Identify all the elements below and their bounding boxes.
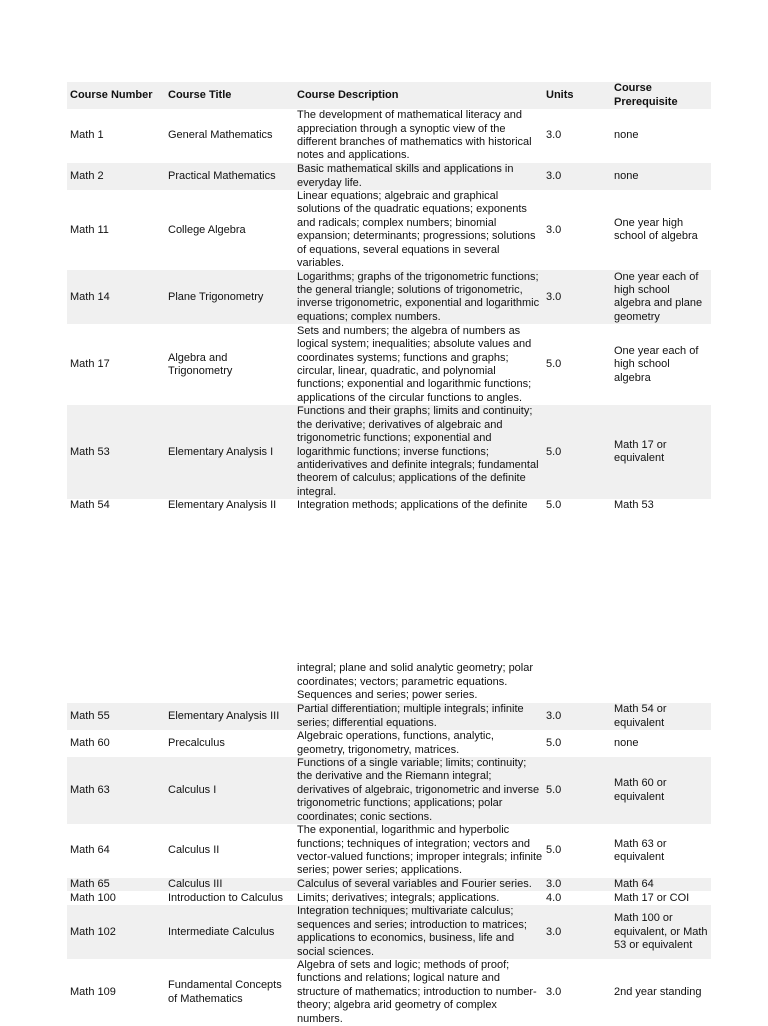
course-units: 3.0 [546, 925, 562, 938]
course-description: Functions of a single variable; limits; continuity; the derivative and the Riemann integral; derivatives of algebraic, trigonometric and inverse trigonometric functions; applications; polar coordinates; conic sections. [297, 757, 540, 823]
table-row [67, 190, 711, 270]
course-title: Algebra and Trigonometry [168, 351, 233, 377]
course-number: Math 100 [70, 891, 116, 904]
header-units: Units [546, 88, 574, 101]
course-prerequisite: none [614, 129, 639, 142]
course-description: The exponential, logarithmic and hyperbolic functions; techniques of integration; vectors and vector-valued functions; improper integrals; infinite series; power series; applications. [297, 824, 543, 877]
course-units: 5.0 [546, 358, 562, 371]
course-units: 5.0 [546, 445, 562, 458]
course-description: Logarithms; graphs of the trigonometric functions; the general triangle; solutions of trigonometric, inverse trigonometric, exponential and logarithmic equations; complex numbers. [297, 270, 540, 323]
course-description: Integration techniques; multivariate calculus; sequences and series; introduction to matrices; applications to economics, business, life and social sciences. [297, 905, 527, 958]
course-prerequisite: Math 17 or COI [614, 891, 690, 904]
course-number: Math 11 [70, 223, 109, 236]
table-row [67, 163, 711, 190]
course-table-continued [67, 662, 711, 1026]
table-row [67, 959, 711, 1026]
course-units: 3.0 [546, 169, 562, 182]
table-row [67, 324, 711, 405]
table-header-row [67, 82, 711, 109]
course-prerequisite: Math 17 or equivalent [614, 438, 667, 465]
course-prerequisite: One year each of high school algebra [614, 344, 699, 384]
course-prerequisite: Math 63 or equivalent [614, 837, 667, 864]
course-units: 3.0 [546, 129, 562, 142]
table-row [67, 891, 711, 905]
table-row [67, 405, 711, 499]
course-description-continuation: integral; plane and solid analytic geometry; polar coordinates; vectors; parametric equations. Sequences and series; power series. [297, 662, 534, 702]
course-prerequisite: Math 64 [614, 878, 654, 891]
course-title: Fundamental Concepts of Mathematics [168, 979, 282, 1005]
course-title: General Mathematics [168, 129, 273, 142]
course-number: Math 64 [70, 844, 110, 857]
course-prerequisite: Math 60 or equivalent [614, 777, 667, 803]
course-number: Math 109 [70, 985, 116, 998]
course-title: Practical Mathematics [168, 169, 276, 182]
course-prerequisite: none [614, 169, 639, 182]
header-course-title: Course Title [168, 88, 232, 101]
course-title: Elementary Analysis II [168, 499, 277, 512]
course-units: 3.0 [546, 985, 562, 998]
course-units: 4.0 [546, 891, 562, 904]
course-prerequisite: Math 100 or equivalent, or Math 53 or equivalent [614, 912, 708, 951]
course-units: 5.0 [546, 499, 562, 512]
course-number: Math 17 [70, 358, 110, 371]
course-description: Functions and their graphs; limits and continuity; the derivative; derivatives of algebraic and trigonometric functions; exponential and logarithmic functions; inverse functions; antiderivatives and definite integrals; fundamental theorem of calculus; applications of the definite integral. [297, 405, 539, 498]
course-units: 5.0 [546, 736, 562, 749]
course-table [67, 82, 711, 513]
course-number: Math 54 [70, 499, 110, 512]
course-number: Math 63 [70, 783, 110, 796]
course-description: Linear equations; algebraic and graphical solutions of the quadratic equations; exponents and radicals; complex numbers; binomial expansion; determinants; progressions; solutions of equations, several equations in several variables. [297, 190, 536, 270]
course-description: Integration methods; applications of the definite [297, 499, 528, 512]
course-description: Algebra of sets and logic; methods of proof; functions and relations; logical nature and structure of mathematics; introduction to number-theory; algebra arid geometry of complex numbers. [297, 959, 537, 1025]
course-title: Intermediate Calculus [168, 925, 275, 938]
header-course-prerequisite: Course Prerequisite [614, 82, 678, 108]
course-title: Plane Trigonometry [168, 290, 264, 303]
course-units: 5.0 [546, 783, 562, 796]
course-description: Calculus of several variables and Fourier series. [297, 878, 532, 891]
table-row [67, 905, 711, 959]
course-number: Math 65 [70, 878, 110, 891]
course-description: Algebraic operations, functions, analytic, geometry, trigonometry, matrices. [297, 730, 494, 756]
course-units: 5.0 [546, 844, 562, 857]
course-prerequisite: One year each of high school algebra and plane geometry [614, 270, 703, 323]
course-title: College Algebra [168, 223, 246, 236]
course-description: Limits; derivatives; integrals; applications. [297, 891, 500, 904]
course-number: Math 2 [70, 169, 104, 182]
course-description: Basic mathematical skills and applications in everyday life. [297, 163, 514, 189]
course-units: 3.0 [546, 709, 562, 722]
course-prerequisite: 2nd year standing [614, 985, 702, 998]
course-title: Calculus II [168, 844, 220, 857]
table-row-continuation [67, 662, 711, 703]
course-prerequisite: none [614, 736, 639, 749]
course-number: Math 14 [70, 290, 110, 303]
table-row [67, 499, 711, 513]
course-units: 3.0 [546, 290, 562, 303]
course-number: Math 55 [70, 709, 110, 722]
course-number: Math 60 [70, 736, 110, 749]
course-title: Precalculus [168, 736, 225, 749]
course-prerequisite: One year high school of algebra [614, 216, 698, 243]
course-title: Introduction to Calculus [168, 891, 283, 904]
table-row [67, 109, 711, 163]
course-units: 3.0 [546, 878, 562, 891]
table-row [67, 824, 711, 878]
course-title: Elementary Analysis III [168, 709, 280, 722]
course-title: Calculus III [168, 878, 223, 891]
course-description: Sets and numbers; the algebra of numbers as logical system; inequalities; absolute values and coordinates systems; functions and graphs; circular, linear, quadratic, and polynomial functions; exponential and logarithmic functions; applications of the circular functions to angles. [297, 324, 532, 404]
header-course-description: Course Description [297, 88, 399, 101]
table-row [67, 703, 711, 730]
course-prerequisite: Math 53 [614, 499, 654, 512]
course-number: Math 53 [70, 445, 110, 458]
course-description: Partial differentiation; multiple integrals; infinite series; differential equations. [297, 703, 524, 729]
table-row [67, 878, 711, 891]
course-title: Elementary Analysis I [168, 445, 274, 458]
course-units: 3.0 [546, 223, 562, 236]
course-title: Calculus I [168, 783, 217, 796]
table-row [67, 757, 711, 824]
course-prerequisite: Math 54 or equivalent [614, 703, 667, 729]
header-course-number: Course Number [70, 88, 153, 101]
table-row [67, 270, 711, 324]
course-number: Math 102 [70, 925, 116, 938]
table-row [67, 730, 711, 757]
course-number: Math 1 [70, 129, 104, 142]
course-description: The development of mathematical literacy and appreciation through a synoptic view of the different branches of mathematics with historical notes and applications. [297, 109, 532, 162]
